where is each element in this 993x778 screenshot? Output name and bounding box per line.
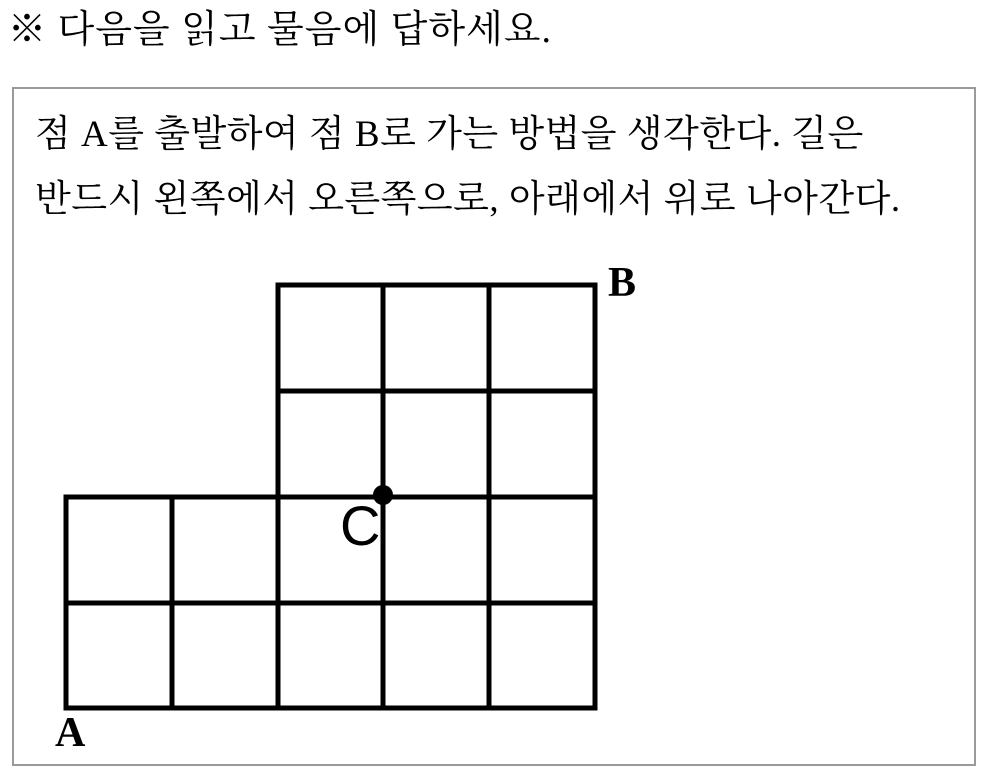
grid-lines: [66, 285, 595, 708]
instruction-heading: ※ 다음을 읽고 물음에 답하세요.: [8, 9, 552, 51]
label-point-a: A: [55, 710, 86, 756]
problem-text-line-2: 반드시 왼쪽에서 오른쪽으로, 아래에서 위로 나아간다.: [35, 179, 901, 220]
label-point-b: B: [608, 260, 637, 306]
problem-text-line-1: 점 A를 출발하여 점 B로 가는 방법을 생각한다. 길은: [35, 114, 864, 155]
label-point-c: C: [340, 494, 381, 557]
